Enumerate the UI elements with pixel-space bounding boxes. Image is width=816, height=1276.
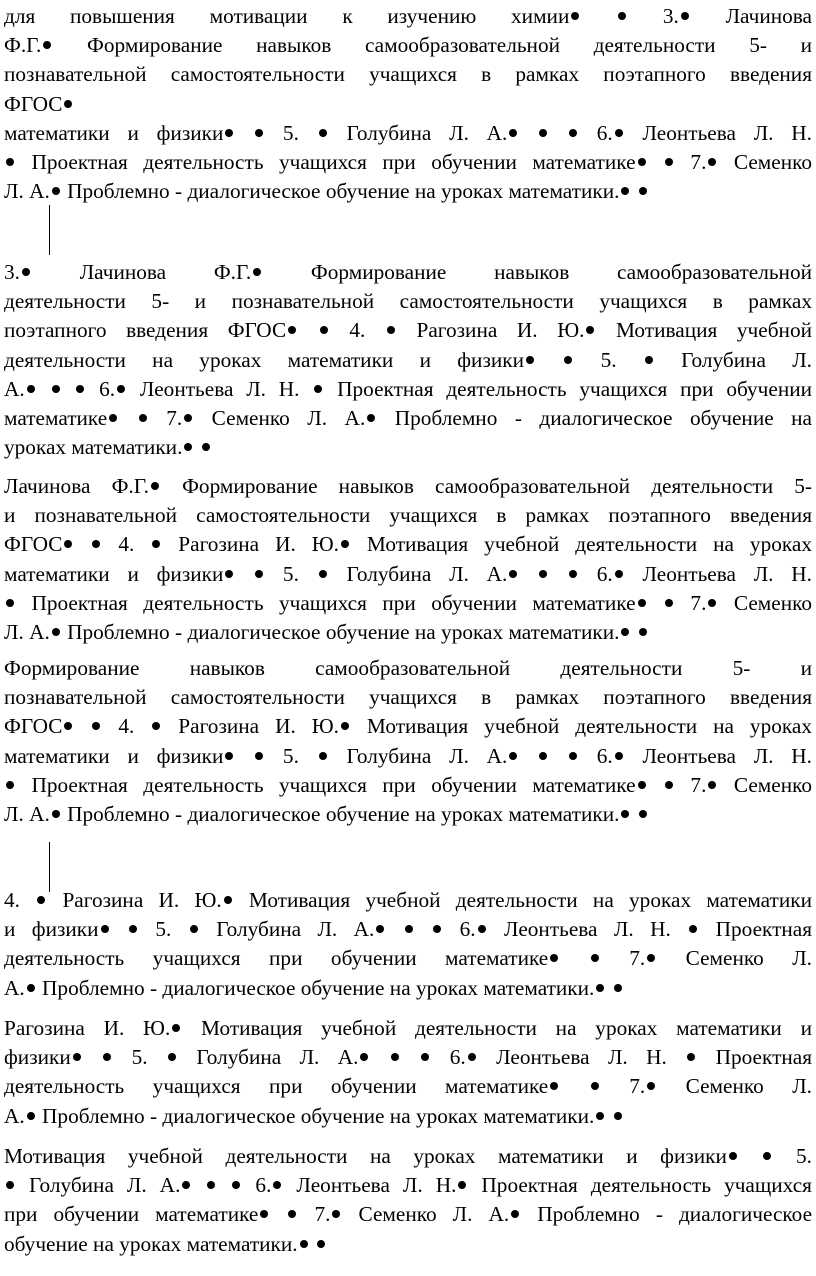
bullet-icon <box>647 1082 655 1090</box>
text-line: Голубина Л. А. 6. Леонтьева Л. Н. Проектная деятельность учащихся <box>4 1171 812 1200</box>
bullet-icon <box>639 810 647 818</box>
bullet-icon <box>681 12 689 20</box>
bullet-icon <box>182 1181 190 1189</box>
bullet-icon <box>687 1053 695 1061</box>
bullet-icon <box>645 356 653 364</box>
bullet-icon <box>360 1053 368 1061</box>
bullet-icon <box>52 187 60 195</box>
bullet-icon <box>468 1053 476 1061</box>
bullet-icon <box>511 1210 519 1218</box>
text-line: Проектная деятельность учащихся при обучении математике 7. Семенко <box>4 148 812 177</box>
bullet-icon <box>207 1181 215 1189</box>
text-line: деятельность учащихся при обучении математике 7. Семенко Л. <box>4 946 813 971</box>
paragraph-2 <box>4 258 812 462</box>
text-line: уроках математики. <box>4 433 812 462</box>
bullet-icon <box>550 1082 558 1090</box>
bullet-icon <box>27 1112 35 1120</box>
bullet-icon <box>184 443 192 451</box>
bullet-icon <box>614 984 622 992</box>
bullet-icon <box>539 129 547 137</box>
bullet-icon <box>76 385 84 393</box>
text-line: Формирование навыков самообразовательной деятельности 5- и <box>4 656 812 680</box>
bullet-icon <box>225 752 233 760</box>
paragraph-1 <box>4 2 812 206</box>
text-line: поэтапного введения ФГОС 4. Рагозина И. Ю. Мотивация учебной <box>4 318 812 343</box>
bullet-icon <box>647 954 655 962</box>
bullet-icon <box>151 482 159 490</box>
bullet-icon <box>638 781 646 789</box>
bullet-icon <box>92 722 100 730</box>
bullet-icon <box>638 599 646 607</box>
bullet-icon <box>288 1210 296 1218</box>
bullet-icon <box>6 1181 14 1189</box>
bullet-icon <box>255 752 263 760</box>
bullet-icon <box>405 925 413 933</box>
bullet-icon <box>152 540 160 548</box>
bullet-icon <box>509 129 517 137</box>
bullet-icon <box>509 570 517 578</box>
bullet-icon <box>729 1152 737 1160</box>
text-line: физики 5. Голубина Л. А. 6. Леонтьева Л. Н. Проектная <box>4 1045 813 1070</box>
bullet-icon <box>665 158 673 166</box>
text-line: Рагозина И. Ю. Мотивация учебной деятельности на уроках математики и <box>4 1016 812 1040</box>
bullet-icon <box>190 925 198 933</box>
bullet-icon <box>172 1024 180 1032</box>
bullet-icon <box>117 385 125 393</box>
text-line: ФГОС <box>4 90 812 119</box>
bullet-icon <box>639 628 647 636</box>
bullet-icon <box>341 540 349 548</box>
text-line: математики и физики 5. Голубина Л. А. 6. Леонтьева Л. Н. <box>4 561 812 586</box>
bullet-icon <box>591 1082 599 1090</box>
bullet-icon <box>458 1181 466 1189</box>
text-line: деятельности 5- и познавательной самостоятельности учащихся в рамках <box>4 289 812 314</box>
bullet-icon <box>615 752 623 760</box>
bullet-icon <box>596 1112 604 1120</box>
text-line: математики и физики 5. Голубина Л. А. 6. Леонтьева Л. Н. <box>4 743 812 768</box>
bullet-icon <box>621 187 629 195</box>
bullet-icon <box>27 984 35 992</box>
bullet-icon <box>64 722 72 730</box>
bullet-icon <box>550 954 558 962</box>
bullet-icon <box>255 129 263 137</box>
paragraph-7 <box>4 1142 812 1259</box>
bullet-icon <box>708 781 716 789</box>
text-cursor <box>49 205 50 255</box>
bullet-icon <box>43 41 51 49</box>
bullet-icon <box>273 1181 281 1189</box>
bullet-icon <box>689 925 697 933</box>
bullet-icon <box>319 570 327 578</box>
bullet-icon <box>621 628 629 636</box>
bullet-icon <box>6 158 14 166</box>
bullet-icon <box>22 268 30 276</box>
bullet-icon <box>618 12 626 20</box>
bullet-icon <box>708 158 716 166</box>
bullet-icon <box>129 925 137 933</box>
text-line: Ф.Г. Формирование навыков самообразовательной деятельности 5- и <box>4 33 812 58</box>
bullet-icon <box>539 752 547 760</box>
bullet-icon <box>569 570 577 578</box>
bullet-icon <box>6 781 14 789</box>
bullet-icon <box>64 540 72 548</box>
paragraph-4 <box>4 654 812 829</box>
bullet-icon <box>621 810 629 818</box>
text-line: Проектная деятельность учащихся при обучении математике 7. Семенко <box>4 771 812 800</box>
text-line: Проектная деятельность учащихся при обучении математике 7. Семенко <box>4 589 812 618</box>
text-line: математики и физики 5. Голубина Л. А. 6. Леонтьева Л. Н. <box>4 120 812 145</box>
text-line: для повышения мотивации к изучению химии 3. Лачинова <box>4 4 812 28</box>
bullet-icon <box>614 1112 622 1120</box>
bullet-icon <box>638 158 646 166</box>
text-line: Л. А. Проблемно - диалогическое обучение на уроках математики. <box>4 618 812 647</box>
bullet-icon <box>591 954 599 962</box>
bullet-icon <box>586 326 594 334</box>
text-line: и познавательной самостоятельности учащихся в рамках поэтапного введения <box>4 503 812 528</box>
bullet-icon <box>152 722 160 730</box>
paragraph-5 <box>4 886 812 1003</box>
bullet-icon <box>253 268 261 276</box>
bullet-icon <box>184 414 192 422</box>
bullet-icon <box>509 752 517 760</box>
paragraph-6 <box>4 1014 812 1131</box>
bullet-icon <box>52 628 60 636</box>
text-line: Мотивация учебной деятельности на уроках математики и физики 5. <box>4 1144 813 1168</box>
bullet-icon <box>52 810 60 818</box>
bullet-icon <box>615 570 623 578</box>
bullet-icon <box>319 752 327 760</box>
text-line: ФГОС 4. Рагозина И. Ю. Мотивация учебной деятельности на уроках <box>4 532 812 557</box>
bullet-icon <box>665 781 673 789</box>
bullet-icon <box>387 326 395 334</box>
bullet-icon <box>341 722 349 730</box>
bullet-icon <box>539 570 547 578</box>
bullet-icon <box>139 414 147 422</box>
bullet-icon <box>571 12 579 20</box>
bullet-icon <box>332 1210 340 1218</box>
bullet-icon <box>564 356 572 364</box>
bullet-icon <box>569 752 577 760</box>
text-line: Л. А. Проблемно - диалогическое обучение на уроках математики. <box>4 800 812 829</box>
bullet-icon <box>317 1240 325 1248</box>
bullet-icon <box>225 129 233 137</box>
bullet-icon <box>288 326 296 334</box>
text-line: А. Проблемно - диалогическое обучение на уроках математики. <box>4 1102 812 1131</box>
bullet-icon <box>225 570 233 578</box>
text-line: 4. Рагозина И. Ю. Мотивация учебной деятельности на уроках математики <box>4 888 813 912</box>
text-line: математике 7. Семенко Л. А. Проблемно - диалогическое обучение на <box>4 406 813 431</box>
bullet-icon <box>101 925 109 933</box>
bullet-icon <box>433 925 441 933</box>
bullet-icon <box>639 187 647 195</box>
bullet-icon <box>255 570 263 578</box>
text-line: и физики 5. Голубина Л. А. 6. Леонтьева Л. Н. Проектная <box>4 917 813 942</box>
bullet-icon <box>92 540 100 548</box>
bullet-icon <box>478 925 486 933</box>
text-line: А. Проблемно - диалогическое обучение на уроках математики. <box>4 974 812 1003</box>
bullet-icon <box>64 100 72 108</box>
bullet-icon <box>37 896 45 904</box>
bullet-icon <box>615 129 623 137</box>
text-line: А. 6. Леонтьева Л. Н. Проектная деятельность учащихся при обучении <box>4 376 813 401</box>
bullet-icon <box>391 1053 399 1061</box>
text-line: обучение на уроках математики. <box>4 1230 812 1259</box>
bullet-icon <box>232 1181 240 1189</box>
text-line: Лачинова Ф.Г. Формирование навыков самообразовательной деятельности 5- <box>4 474 812 498</box>
text-cursor <box>49 842 50 892</box>
bullet-icon <box>376 925 384 933</box>
bullet-icon <box>224 896 232 904</box>
bullet-icon <box>6 599 14 607</box>
bullet-icon <box>367 414 375 422</box>
text-line: ФГОС 4. Рагозина И. Ю. Мотивация учебной деятельности на уроках <box>4 714 812 739</box>
bullet-icon <box>260 1210 268 1218</box>
bullet-icon <box>763 1152 771 1160</box>
bullet-icon <box>109 414 117 422</box>
bullet-icon <box>596 984 604 992</box>
bullet-icon <box>320 326 328 334</box>
bullet-icon <box>73 1053 81 1061</box>
bullet-icon <box>665 599 673 607</box>
bullet-icon <box>103 1053 111 1061</box>
bullet-icon <box>708 599 716 607</box>
text-line: при обучении математике 7. Семенко Л. А. Проблемно - диалогическое <box>4 1202 813 1227</box>
text-line: деятельности на уроках математики и физики 5. Голубина Л. <box>4 347 813 372</box>
bullet-icon <box>52 385 60 393</box>
bullet-icon <box>27 385 35 393</box>
bullet-icon <box>319 129 327 137</box>
bullet-icon <box>526 356 534 364</box>
text-line: 3. Лачинова Ф.Г. Формирование навыков самообразовательной <box>4 260 812 284</box>
text-line: деятельность учащихся при обучении математике 7. Семенко Л. <box>4 1074 813 1099</box>
bullet-icon <box>168 1053 176 1061</box>
paragraph-3 <box>4 472 812 647</box>
bullet-icon <box>300 1240 308 1248</box>
text-line: познавательной самостоятельности учащихся в рамках поэтапного введения <box>4 62 812 87</box>
text-line: познавательной самостоятельности учащихся в рамках поэтапного введения <box>4 685 812 710</box>
bullet-icon <box>569 129 577 137</box>
bullet-icon <box>314 385 322 393</box>
bullet-icon <box>202 443 210 451</box>
text-line: Л. А. Проблемно - диалогическое обучение на уроках математики. <box>4 177 812 206</box>
bullet-icon <box>421 1053 429 1061</box>
